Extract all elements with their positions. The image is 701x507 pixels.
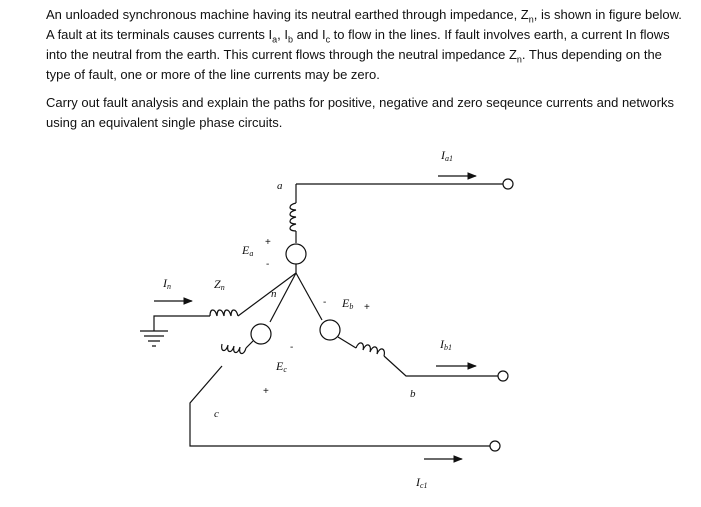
ea-source-circle [286,244,306,264]
label-zn: Zn [214,277,225,292]
label-ec: Ec [276,359,287,374]
node-b-label: b [410,388,416,400]
ec-plus-sign: + [263,386,269,397]
neutral-ground-wire [154,316,210,331]
problem-paragraph-1: An unloaded synchronous machine having its neutral earthed through impedance, $Z_n$, is shown in figure below. A fault at its terminals causes currents $I_a$, $I_b$ and $I_c$ to flow in the lines. If fault involves earth, a current In flows into the neutral from the earth. This current flows through the neutral impedance $Z_n$. Thus depending on the type of fault, one or more of the line currents may be zero. [46,7,682,82]
label-in: In [163,276,171,291]
problem-paragraph-2: Carry out fault analysis and explain the paths for positive, negative and zero seqeunce currents and networks using an equivalent single phase circuits. [46,95,674,130]
node-c-label: c [214,408,219,420]
ground-symbol [140,331,168,346]
ea-plus-sign: + [265,237,271,248]
phase-b-terminal [498,371,508,381]
phase-c-terminal [490,441,500,451]
phase-c-line [190,366,495,446]
zn-impedance [210,310,238,316]
eb-plus-sign: + [364,302,370,313]
phase-a-winding [290,203,296,231]
label-ic1: Ic1 [416,475,428,490]
phase-b-winding [356,343,384,356]
neutral-branch [238,273,296,316]
phase-a-terminal [503,179,513,189]
label-eb: Eb [342,296,354,311]
label-ib1: Ib1 [440,337,452,352]
label-ea: Ea [242,243,254,258]
ec-minus-sign: - [290,342,294,353]
eb-minus-sign: - [323,297,327,308]
ec-source-circle [251,324,271,344]
ea-minus-sign: - [266,259,270,270]
phase-c-winding [222,344,246,354]
eb-source-circle [320,320,340,340]
node-a-label: a [277,180,283,192]
node-n-label: n [271,288,277,300]
label-ia1: Ia1 [441,148,453,163]
star-to-phase-b [296,273,322,320]
